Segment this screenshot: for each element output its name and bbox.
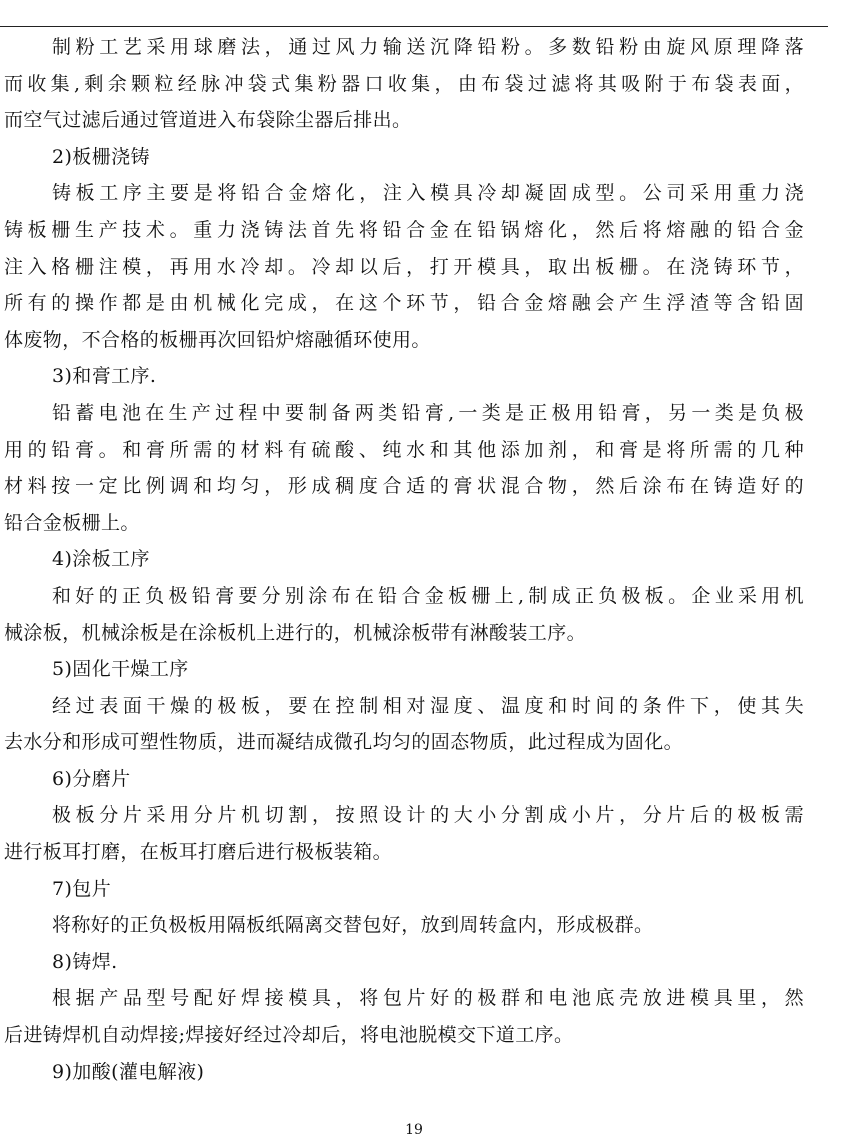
paragraph-line: 用的铅膏。和膏所需的材料有硫酸、纯水和其他添加剂，和膏是将所需的几种: [4, 438, 804, 461]
paragraph-line: 而空气过滤后通过管道进入布袋除尘器后排出。: [4, 109, 412, 132]
paragraph-line: 所有的操作都是由机械化完成，在这个环节，铅合金熔融会产生浮渣等含铅固: [4, 292, 804, 315]
paragraph-line: 铅合金板栅上。: [4, 511, 140, 534]
section-heading: 6)分磨片: [52, 767, 131, 790]
body-text: [4, 29, 804, 1090]
section-heading: 8)铸焊.: [52, 950, 118, 973]
paragraph-line: 将称好的正负极板用隔板纸隔离交替包好，放到周转盒内，形成极群。: [52, 914, 654, 937]
section-heading: 7)包片: [52, 877, 112, 900]
paragraph-line: 后进铸焊机自动焊接;焊接好经过冷却后，将电池脱模交下道工序。: [4, 1024, 574, 1047]
paragraph-line: 而收集,剩余颗粒经脉冲袋式集粉器口收集，由布袋过滤将其吸附于布袋表面，: [4, 72, 804, 95]
paragraph-line: 极板分片采用分片机切割，按照设计的大小分割成小片，分片后的极板需: [52, 804, 804, 827]
section-heading: 4)涂板工序: [52, 548, 150, 571]
section-heading: 2)板栅浇铸: [52, 145, 150, 168]
paragraph-line: 铸板工序主要是将铅合金熔化，注入模具冷却凝固成型。公司采用重力浇: [52, 182, 804, 205]
paragraph-line: 进行板耳打磨，在板耳打磨后进行极板装箱。: [4, 841, 393, 864]
paragraph-line: 注入格栅注模，再用水冷却。冷却以后，打开模具，取出板栅。在浇铸环节，: [4, 255, 804, 278]
page-number: 19: [405, 1122, 423, 1138]
paragraph-line: 经过表面干燥的极板，要在控制相对湿度、温度和时间的条件下，使其失: [52, 694, 804, 717]
paragraph-line: 体废物，不合格的板栅再次回铅炉熔融循环使用。: [4, 328, 431, 351]
paragraph-line: 和好的正负极铅膏要分别涂布在铅合金板栅上,制成正负极板。企业采用机: [52, 584, 804, 607]
paragraph-line: 械涂板，机械涂板是在涂板机上进行的，机械涂板带有淋酸装工序。: [4, 621, 587, 644]
paragraph-line: 铸板栅生产技术。重力浇铸法首先将铅合金在铅锅熔化，然后将熔融的铅合金: [4, 218, 804, 241]
paragraph-line: 制粉工艺采用球磨法，通过风力输送沉降铅粉。多数铅粉由旋风原理降落: [52, 36, 804, 58]
header-rule: [0, 26, 828, 27]
paragraph-line: 根据产品型号配好焊接模具，将包片好的极群和电池底壳放进模具里，然: [52, 987, 804, 1010]
section-heading: 3)和膏工序.: [52, 365, 157, 388]
paragraph-line: 材料按一定比例调和均匀，形成稠度合适的膏状混合物，然后涂布在铸造好的: [4, 475, 804, 498]
paragraph-line: 铅蓄电池在生产过程中要制备两类铅膏,一类是正极用铅膏，另一类是负极: [52, 401, 804, 424]
section-heading: 5)固化干燥工序: [52, 658, 189, 681]
paragraph-line: 去水分和形成可塑性物质，进而凝结成微孔均匀的固态物质，此过程成为固化。: [4, 731, 684, 754]
section-heading: 9)加酸(灌电解液): [52, 1060, 205, 1083]
